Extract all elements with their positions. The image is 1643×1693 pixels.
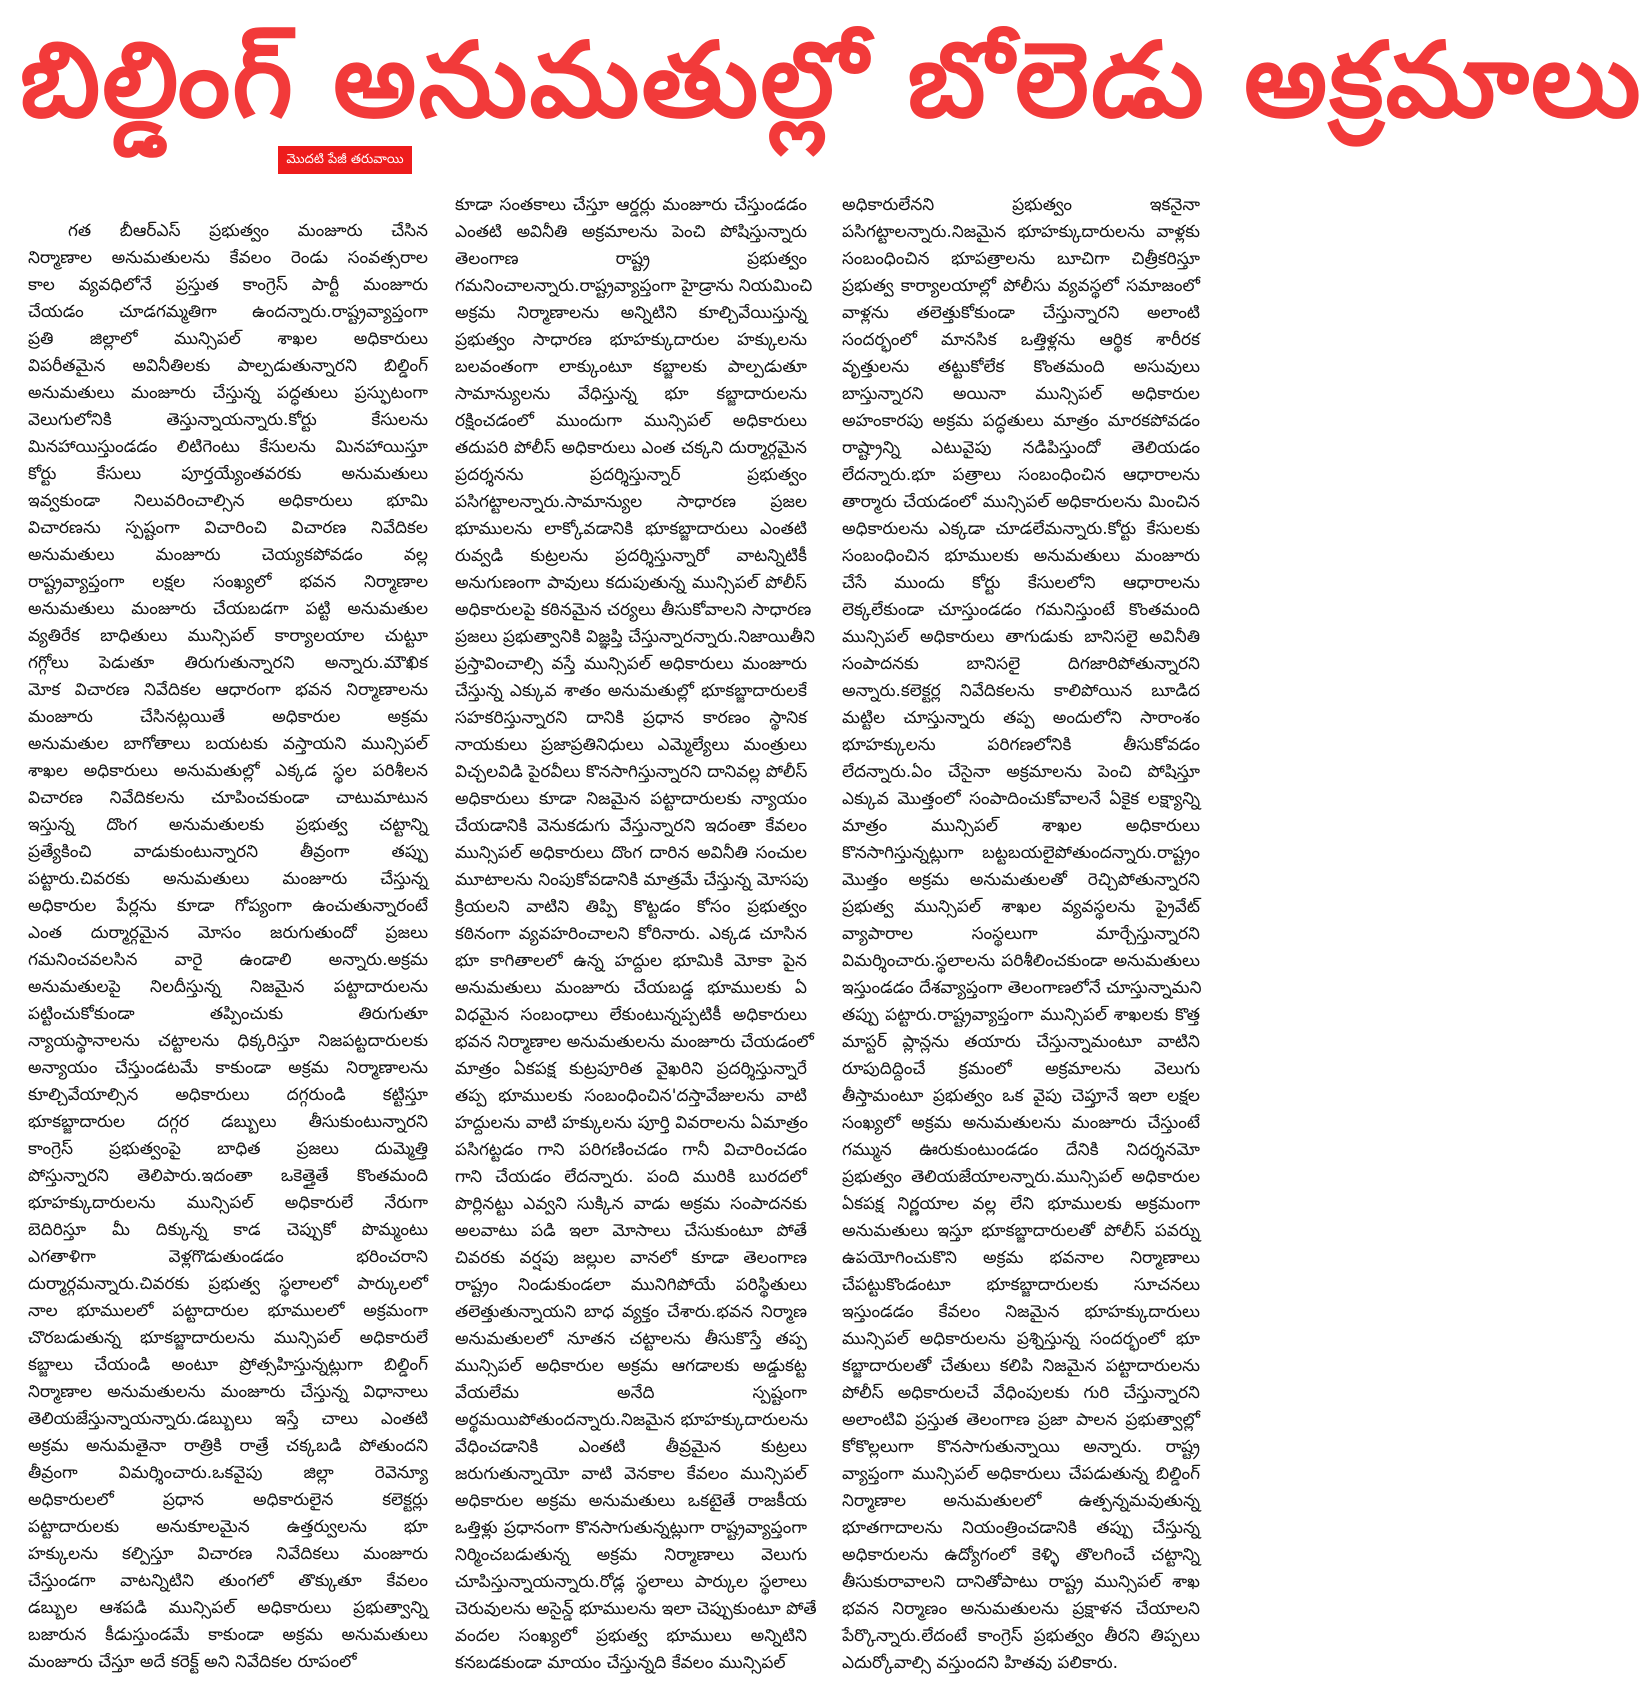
article-line: అధికారులు కూడా నిజమైన పట్టాదారులకు న్యాయం — [455, 789, 807, 809]
article-line: విచారణను స్పష్టంగా విచారించి విచారణ నివేదికల — [28, 518, 428, 538]
article-line: విచ్చలవిడి పైరవీలు కొనసాగిస్తున్నారని దానివల్ల పోలీస్ — [455, 762, 808, 782]
article-line: భవన నిర్మాణం అనుమతులను ప్రక్షాళన చేయాలని — [842, 1599, 1200, 1619]
article-line: అన్నారు.కలెక్టర్ల నివేదికలను కాలిపోయిన బూడిద — [842, 681, 1200, 701]
article-line: హక్కులను కల్పిస్తూ విచారణ నివేదికలు మంజూరు — [28, 1544, 428, 1564]
article-line: మున్సిపల్ అధికారులు తాగుడుకు బానిసలై అవినీతి — [842, 627, 1200, 647]
article-line: బలవంతంగా లాక్కుంటూ కబ్జాలకు పాల్పడుతూ — [455, 357, 807, 377]
article-line: అనుమతులు ఇస్తూ భూకబ్జాదారులతో పోలీస్ పవర్ను — [842, 1221, 1200, 1241]
article-line: పట్టారు.చివరకు అనుమతులు మంజూరు చేస్తున్న — [28, 869, 428, 889]
article-line: చెరువులను అసైన్డ్ భూములను ఇలా చెప్పుకుంటూ పోతే — [455, 1599, 817, 1619]
article-line: రాష్ట్రాన్ని ఎటువైపు నడిపిస్తుందో తెలియడం — [842, 438, 1200, 458]
article-line: ఎక్కువ మొత్తంలో సంపాదించుకోవాలనే ఏకైక లక్ష్యాన్ని — [842, 789, 1200, 809]
article-line: అనుమతులు మంజూరు చేయబడగా పట్టి అనుమతుల — [28, 599, 428, 619]
article-line: అధికారులేనని ప్రభుత్వం ఇకనైనా — [842, 195, 1200, 215]
article-line: పట్టాదారులకు అనుకూలమైన ఉత్తర్వులను భూ — [28, 1517, 428, 1537]
article-line: తెలియజేస్తున్నాయన్నారు.డబ్బులు ఇస్తే చాలు ఎంతటి — [28, 1409, 428, 1429]
article-line: మోక విచారణ నివేదికల ఆధారంగా భవన నిర్మాణాలను — [28, 680, 428, 700]
article-line: చేపట్టుకొండంటూ భూకబ్జాదారులకు సూచనలు — [842, 1275, 1200, 1295]
article-line: వాళ్లను తలెత్తుకోకుండా చేస్తున్నారని అలాంటి — [842, 303, 1200, 323]
article-line: సామాన్యులను వేధిస్తున్న భూ కబ్జాదారులను — [455, 384, 807, 404]
article-line: శాఖల అధికారులు అనుమతుల్లో ఎక్కడ స్థల పరిశీలన — [28, 761, 428, 781]
article-line: అనుమతులలో నూతన చట్టాలను తీసుకొస్తే తప్ప — [455, 1329, 807, 1349]
article-line: అనుమతులు మంజూరు చేయబడ్డ భూములకు ఏ — [455, 978, 807, 998]
article-line: వృత్తులను తట్టుకోలేక కొంతమంది అసువులు — [842, 357, 1200, 377]
article-line: విధమైన సంబంధాలు లేకుంటున్నప్పటికీ అధికారులు — [455, 1005, 807, 1025]
continuation-tag: మొదటి పేజీ తరువాయి — [278, 146, 412, 174]
headline: బిల్డింగ్ అనుమతుల్లో బోలెడు అక్రమాలు — [20, 19, 1643, 141]
article-line: దుర్మార్గమన్నారు.చివరకు ప్రభుత్వ స్థలాలలో పార్కులలో — [28, 1274, 428, 1294]
article-line: మూటాలను నింపుకోవడానికి మాత్రమే చేస్తున్న మోసపు — [455, 870, 809, 890]
article-line: మంజూరు చేసినట్లయితే అధికారుల అక్రమ — [28, 707, 428, 727]
article-line: మున్సిపల్ అధికారులు దొంగ దారిన అవినీతి సంచుల — [455, 843, 807, 863]
article-line: మాస్టర్ ప్లాన్లను తయారు చేస్తున్నామంటూ వాటిని — [842, 1032, 1200, 1052]
article-line: వేధించడానికి ఎంతటి తీవ్రమైన కుట్రలు — [455, 1437, 807, 1457]
article-line: పసిగట్టాలన్నారు.నిజమైన భూహక్కుదారులను వాళ్లకు — [842, 222, 1200, 242]
article-line: తార్మారు చేయడంలో మున్సిపల్ అధికారులను మించిన — [842, 492, 1200, 512]
article-line: పట్టించుకోకుండా తప్పించుకు తిరుగుతూ — [28, 1004, 428, 1024]
article-line: ప్రస్తావించాల్సి వస్తే మున్సిపల్ అధికారులు మంజూరు — [455, 654, 807, 674]
article-line: మున్సిపల్ అధికారుల అక్రమ ఆగడాలకు అడ్డుకట్ట — [455, 1356, 807, 1376]
article-line: కోకొల్లలుగా కొనసాగుతున్నాయి అన్నారు. రాష్ట్ర — [842, 1437, 1200, 1457]
article-line: లెక్కలేకుండా చూస్తుండడం గమనిస్తుంటే కొంతమంది — [842, 600, 1200, 620]
article-line: అలాంటివి ప్రస్తుత తెలంగాణ ప్రజా పాలన ప్రభుత్వాల్లో — [842, 1410, 1200, 1430]
article-line: చేసే ముందు కోర్టు కేసులలోని ఆధారాలను — [842, 573, 1200, 593]
article-line: తదుపరి పోలీస్ అధికారులు ఎంత చక్కని దుర్మార్గమైన — [455, 438, 807, 458]
article-line: అధికారులను ఎక్కడా చూడలేమన్నారు.కోర్టు కేసులకు — [842, 519, 1200, 539]
article-line: భూకబ్జాదారుల దగ్గర డబ్బులు తీసుకుంటున్నారని — [28, 1112, 428, 1132]
article-line: కాంగ్రెస్ ప్రభుత్వంపై బాధిత ప్రజలు దుమ్మెత్తి — [28, 1139, 428, 1159]
article-line: చివరకు వర్షపు జల్లుల వానలో కూడా తెలంగాణ — [455, 1248, 807, 1268]
article-line: మట్టిల చూస్తున్నారు తప్ప అందులోని సారాంశం — [842, 708, 1200, 728]
article-line: పోస్తున్నారని తెలిపారు.ఇదంతా ఒకెత్తైతే కొంతమంది — [28, 1166, 428, 1186]
article-line: లేదన్నారు.ఏం చేసైనా అక్రమాలను పెంచి పోషిస్తూ — [842, 762, 1200, 782]
article-line: సందర్భంలో మానసిక ఒత్తిళ్లను ఆర్థిక శారీరక — [842, 330, 1200, 350]
article-line: రాష్ట్రవ్యాప్తంగా లక్షల సంఖ్యలో భవన నిర్మాణాల — [28, 572, 428, 592]
article-line: అధికారుల అక్రమ అనుమతులు ఒకటైతే రాజకీయ — [455, 1491, 807, 1511]
article-line: చేయడం చూడగమ్మతిగా ఉందన్నారు.రాష్ట్రవ్యాప్తంగా — [28, 302, 428, 322]
article-line: అధికారులపై కఠినమైన చర్యలు తీసుకోవాలని సాధారణ — [455, 600, 812, 620]
article-line: హద్దులను వాటి హక్కులను పూర్తి వివరాలను ఏమాత్రం — [455, 1113, 808, 1133]
article-line: బాస్తున్నారని అయినా మున్సిపల్ అధికారుల — [842, 384, 1200, 404]
article-line: పోలీస్ అధికారులచే వేధింపులకు గురి చేస్తున్నారని — [842, 1383, 1200, 1403]
article-line: సంఖ్యలో అక్రమ అనుమతులను మంజూరు చేస్తుంటే — [842, 1113, 1200, 1133]
article-line: ప్రదర్శనను ప్రదర్శిస్తున్నార్ ప్రభుత్వం — [455, 465, 807, 485]
article-line: అలవాటు పడి ఇలా మోసాలు చేసుకుంటూ పోతే — [455, 1221, 807, 1241]
article-line: మున్సిపల్ అధికారులను ప్రశ్నిస్తున్న సందర్భంలో భూ — [842, 1329, 1200, 1349]
article-line: ఇస్తుండడం దేశవ్యాప్తంగా తెలంగాణలోనే చూస్తున్నామని — [842, 978, 1202, 998]
article-line: సంపాదనకు బానిసలై దిగజారిపోతున్నారని — [842, 654, 1200, 674]
article-line: వ్యాప్తంగా మున్సిపల్ అధికారులు చేపడుతున్న బిల్డింగ్ — [842, 1464, 1200, 1484]
article-line: వందల సంఖ్యలో ప్రభుత్వ భూములు అన్నిటిని — [455, 1626, 807, 1646]
article-line: అనుమతులు మంజూరు చెయ్యకపోవడం వల్ల — [28, 545, 428, 565]
article-line: ప్రజలు ప్రభుత్వానికి విజ్ఞప్తి చేస్తున్నారన్నారు.నిజాయితీని — [455, 627, 815, 647]
article-line: గత బీఆర్ఎస్ ప్రభుత్వం మంజూరు చేసిన — [68, 221, 428, 241]
article-line: చేయడానికి వెనుకడుగు వేస్తున్నారని ఇదంతా కేవలం — [455, 816, 807, 836]
article-line: కాల వ్యవధిలోనే ప్రస్తుత కాంగ్రెస్ పార్టీ మంజూరు — [28, 275, 428, 295]
article-line: మాత్రం ఏకపక్ష కుట్రపూరిత వైఖరిని ప్రదర్శిస్తున్నారే — [455, 1059, 807, 1079]
article-column-2 — [455, 192, 817, 1677]
article-line: చేస్తుండగా వాటన్నిటిని తుంగలో తొక్కుతూ కేవలం — [28, 1571, 428, 1591]
article-line: రువ్వడి కుట్రలను ప్రదర్శిస్తున్నారో వాటన్నిటికీ — [455, 546, 807, 566]
article-line: కనబడకుండా మాయం చేస్తున్నది కేవలం మున్సిపల్ — [455, 1653, 786, 1673]
article-line: కఠినంగా వ్యవహరించాలని కోరినారు. ఎక్కడ చూసిన — [455, 924, 807, 944]
article-line: తెలంగాణ రాష్ట్ర ప్రభుత్వం — [455, 249, 807, 269]
article-line: తీవ్రంగా విమర్శించారు.ఒకవైపు జిల్లా రెవెన్యూ — [28, 1463, 428, 1483]
article-line: తప్ప భూములకు సంబంధించిన'దస్తావేజులను వాటి — [455, 1086, 807, 1106]
article-line: తప్పు పట్టారు.రాష్ట్రవ్యాప్తంగా మున్సిపల్ శాఖలకు కొత్త — [842, 1005, 1200, 1025]
article-line: విపరీతమైన అవినీతిలకు పాల్పడుతున్నారని బిల్డింగ్ — [28, 356, 428, 376]
article-line: రాష్ట్రం నిండుకుండలా మునిగిపోయే పరిస్థితులు — [455, 1275, 807, 1295]
article-line: ప్రభుత్వ కార్యాలయాల్లో పోలీసు వ్యవస్థలో సమాజంలో — [842, 276, 1200, 296]
article-line: ప్రభుత్వం తెలియజేయాలన్నారు.మున్సిపల్ అధికారుల — [842, 1167, 1200, 1187]
article-line: మినహాయిస్తుండడం లిటిగెంటు కేసులను మినహాయిస్తూ — [28, 437, 428, 457]
article-line: బెదిరిస్తూ మీ దిక్కున్న కాడ చెప్పుకో పొమ్మంటు — [28, 1220, 428, 1240]
article-line: కూడా సంతకాలు చేస్తూ ఆర్డర్లు మంజూరు చేస్తుండడం — [455, 195, 807, 215]
article-line: మంజూరు చేస్తూ అదే కరెక్ట్ అని నివేదికల రూపంలో — [28, 1652, 357, 1672]
article-line: గమనించవలసిన వారై ఉండాలి అన్నారు.అక్రమ — [28, 950, 428, 970]
article-line: ఇవ్వకుండా నిలువరించాల్సిన అధికారులు భూమి — [28, 491, 428, 511]
article-line: పొర్లినట్టు ఎవ్వని సుక్కిన వాడు అక్రమ సంపాదనకు — [455, 1194, 807, 1214]
article-line: క్రియలని వాటిని తిప్పి కొట్టడం కోసం ప్రభుత్వం — [455, 897, 807, 917]
article-line: సహకరిస్తున్నారని దానికి ప్రధాన కారణం స్థానిక — [455, 708, 807, 728]
article-line: ప్రభుత్వ మున్సిపల్ శాఖల వ్యవస్థలను ప్రైవేట్ — [842, 897, 1200, 917]
article-line: వేయలేమ అనేది స్పష్టంగా — [455, 1383, 807, 1403]
article-line: భూ కాగితాలలో ఉన్న హద్దుల భూమికి మోకా పైన — [455, 951, 807, 971]
article-line: కొనసాగిస్తున్నట్లుగా బట్టబయలైపోతుందన్నారు.రాష్ట్రం — [842, 843, 1200, 863]
article-line: కబ్జాదారులతో చేతులు కలిపి నిజమైన పట్టాదారులను — [842, 1356, 1200, 1376]
article-line: కోర్టు కేసులు పూర్తయ్యేంతవరకు అనుమతులు — [28, 464, 428, 484]
article-line: జరుగుతున్నాయో వాటి వెనకాల కేవలం మున్సిపల్ — [455, 1464, 807, 1484]
article-line: ఏకపక్ష నిర్ణయాల వల్ల లేని భూములకు అక్రమంగా — [842, 1194, 1200, 1214]
article-line: అధికారులను ఉద్యోగంలో కెళ్ళి తొలగించే చట్టాన్ని — [842, 1545, 1200, 1565]
article-line: సంబంధించిన భూపత్రాలను బూచిగా చిత్రీకరిస్తూ — [842, 249, 1200, 269]
article-line: సంబంధించిన భూములకు అనుమతులు మంజూరు — [842, 546, 1200, 566]
article-line: అనుగుణంగా పావులు కదుపుతున్న మున్సిపల్ పోలీస్ — [455, 573, 807, 593]
article-line: అక్రమ అనుమతైనా రాత్రికి రాత్రే చక్కబడి పోతుందని — [28, 1436, 428, 1456]
article-line: ప్రత్యేకించి వాడుకుంటున్నారని తీవ్రంగా తప్పు — [28, 842, 428, 862]
article-line: భూహక్కుదారులను మున్సిపల్ అధికారులే నేరుగా — [28, 1193, 428, 1213]
article-line: పసిగట్టాలన్నారు.సామాన్యుల సాధారణ ప్రజల — [455, 492, 807, 512]
article-line: విమర్శించారు.స్థలాలను పరిశీలించకుండా అనుమతులు — [842, 951, 1200, 971]
article-line: భూములను లాక్కోవడానికి భూకబ్జాదారులు ఎంతటి — [455, 519, 807, 539]
article-line: ప్రభుత్వం సాధారణ భూహక్కుదారుల హక్కులను — [455, 330, 807, 350]
article-line: విచారణ నివేదికలను చూపించకుండా చాటుమాటున — [28, 788, 428, 808]
article-line: చొరబడుతున్న భూకబ్జాదారులను మున్సిపల్ అధికారులే — [28, 1328, 428, 1348]
article-line: గమ్మున ఊరుకుంటుండడం దేనికి నిదర్శనమో — [842, 1140, 1200, 1160]
article-line: తీస్తామంటూ ప్రభుత్వం ఒక వైపు చెప్తూనే ఇలా లక్షల — [842, 1086, 1200, 1106]
article-line: బజారున కీడుస్తుండమే కాకుండా అక్రమ అనుమతులు — [28, 1625, 428, 1645]
article-line: భూహక్కులను పరిగణలోనికి తీసుకోవడం — [842, 735, 1200, 755]
article-line: నిర్మాణాల అనుమతులను మంజూరు చేస్తున్న విధానాలు — [28, 1382, 428, 1402]
article-line: పసిగట్టడం గాని పరిగణించడం గానీ విచారించడం — [455, 1140, 807, 1160]
article-line: భవన నిర్మాణాల అనుమతులను మంజూరు చేయడంలో — [455, 1032, 814, 1052]
article-line: పేర్కొన్నారు.లేదంటే కాంగ్రెస్ ప్రభుత్వం తీరని తిప్పలు — [842, 1626, 1200, 1646]
article-line: ఉపయోగించుకొని అక్రమ భవనాల నిర్మాణాలు — [842, 1248, 1200, 1268]
article-line: వ్యతిరేక బాధితులు మున్సిపల్ కార్యాలయాల చుట్టూ — [28, 626, 428, 646]
article-line: ఇస్తుండడం కేవలం నిజమైన భూహక్కుదారులు — [842, 1302, 1200, 1322]
article-line: వ్యాపారాల సంస్థలుగా మార్చేస్తున్నారని — [842, 924, 1200, 944]
article-line: అధికారులలో ప్రధాన అధికారులైన కలెక్టర్లు — [28, 1490, 428, 1510]
article-line: కబ్జాలు చేయండి అంటూ ప్రోత్సహిస్తున్నట్లుగా బిల్డింగ్ — [28, 1355, 428, 1375]
article-line: మాత్రం మున్సిపల్ శాఖల అధికారులు — [842, 816, 1200, 836]
article-line: గాని చేయడం లేదన్నారు. పంది మురికి బురదలో — [455, 1167, 807, 1187]
article-line: ఎంత దుర్మార్గమైన మోసం జరుగుతుందో ప్రజలు — [28, 923, 428, 943]
article-line: ఎంతటి అవినీతి అక్రమాలను పెంచి పోషిస్తున్నారు — [455, 222, 807, 242]
article-line: డబ్బుల ఆశపడి మున్సిపల్ అధికారులు ప్రభుత్వాన్ని — [28, 1598, 428, 1618]
article-line: అర్థమయిపోతుందన్నారు.నిజమైన భూహక్కుదారులను — [455, 1410, 808, 1430]
article-line: ఒత్తిళ్లు ప్రధానంగా కొనసాగుతున్నట్లుగా రాష్ట్రవ్యాప్తంగా — [455, 1518, 807, 1538]
article-line: ప్రతి జిల్లాలో మున్సిపల్ శాఖల అధికారులు — [28, 329, 428, 349]
article-line: అక్రమ నిర్మాణాలను అన్నిటిని కూల్చివేయిస్తున్న — [455, 303, 807, 323]
article-line: తలెత్తుతున్నాయని బాధ వ్యక్తం చేశారు.భవన నిర్మాణ — [455, 1302, 807, 1322]
article-line: రక్షించడంలో ముందుగా మున్సిపల్ అధికారులు — [455, 411, 807, 431]
article-line: ఎగతాళిగా వెళ్లగొడుతుండడం భరించరాని — [28, 1247, 428, 1267]
article-line: అనుమతులపై నిలదీస్తున్న నిజమైన పట్టాదారులను — [28, 977, 428, 997]
article-line: గమనించాలన్నారు.రాష్ట్రవ్యాప్తంగా హైడ్రాను నియమించి — [455, 276, 813, 296]
article-line: వెలుగులోనికి తెస్తున్నాయన్నారు.కోర్టు కేసులను — [28, 410, 428, 430]
article-line: నాల భూములలో పట్టాదారుల భూములలో అక్రమంగా — [28, 1301, 428, 1321]
article-line: నిర్మాణాల అనుమతులను కేవలం రెండు సంవత్సరాల — [28, 248, 428, 268]
article-line: అనుమతుల బాగోతాలు బయటకు వస్తాయని మున్సిపల్ — [28, 734, 428, 754]
article-line: కూల్చివేయాల్సిన అధికారులు దగ్గరుండి కట్టిస్తూ — [28, 1085, 428, 1105]
article-line: చేస్తున్న ఎక్కువ శాతం అనుమతుల్లో భూకబ్జాదారులకే — [455, 681, 807, 701]
article-line: గగ్గోలు పెడుతూ తిరుగుతున్నారని అన్నారు.మౌఖిక — [28, 653, 428, 673]
article-line: భూతగాదాలను నియంత్రించడానికి తప్పు చేస్తున్న — [842, 1518, 1200, 1538]
article-line: చూపిస్తున్నాయన్నారు.రోడ్ల స్థలాలు పార్కుల స్థలాలు — [455, 1572, 807, 1592]
article-line: అధికారుల పేర్లను కూడా గోప్యంగా ఉంచుతున్నారంటే — [28, 896, 428, 916]
article-line: మొత్తం అక్రమ అనుమతులతో రెచ్చిపోతున్నారని — [842, 870, 1200, 890]
article-line: నిర్మించబడుతున్న అక్రమ నిర్మాణాలు వెలుగు — [455, 1545, 807, 1565]
article-line: ఇస్తున్న దొంగ అనుమతులకు ప్రభుత్వ చట్టాన్ని — [28, 815, 428, 835]
article-line: అహంకారపు అక్రమ పద్ధతులు మాత్రం మారకపోవడం — [842, 411, 1200, 431]
article-line: అనుమతులు మంజూరు చేస్తున్న పద్ధతులు ప్రస్ఫుటంగా — [28, 383, 428, 403]
article-line: నాయకులు ప్రజాప్రతినిధులు ఎమ్మెల్యేలు మంత్రులు — [455, 735, 807, 755]
article-line: నిర్మాణాల అనుమతులలో ఉత్పన్నమవుతున్న — [842, 1491, 1200, 1511]
article-line: రూపుదిద్దించే క్రమంలో అక్రమాలను వెలుగు — [842, 1059, 1200, 1079]
article-line: న్యాయస్థానాలను చట్టాలను ధిక్కరిస్తూ నిజపట్టదారులకు — [28, 1031, 428, 1051]
article-line: తీసుకురావాలని దానితోపాటు రాష్ట్ర మున్సిపల్ శాఖ — [842, 1572, 1200, 1592]
article-column-1 — [28, 218, 428, 1676]
article-line: ఎదుర్కోవాల్సి వస్తుందని హితవు పలికారు. — [842, 1653, 1119, 1673]
article-line: లేదన్నారు.భూ పత్రాలు సంబంధించిన ఆధారాలను — [842, 465, 1200, 485]
article-column-3 — [842, 192, 1200, 1677]
article-line: అన్యాయం చేస్తుండటమే కాకుండా అక్రమ నిర్మాణాలను — [28, 1058, 428, 1078]
